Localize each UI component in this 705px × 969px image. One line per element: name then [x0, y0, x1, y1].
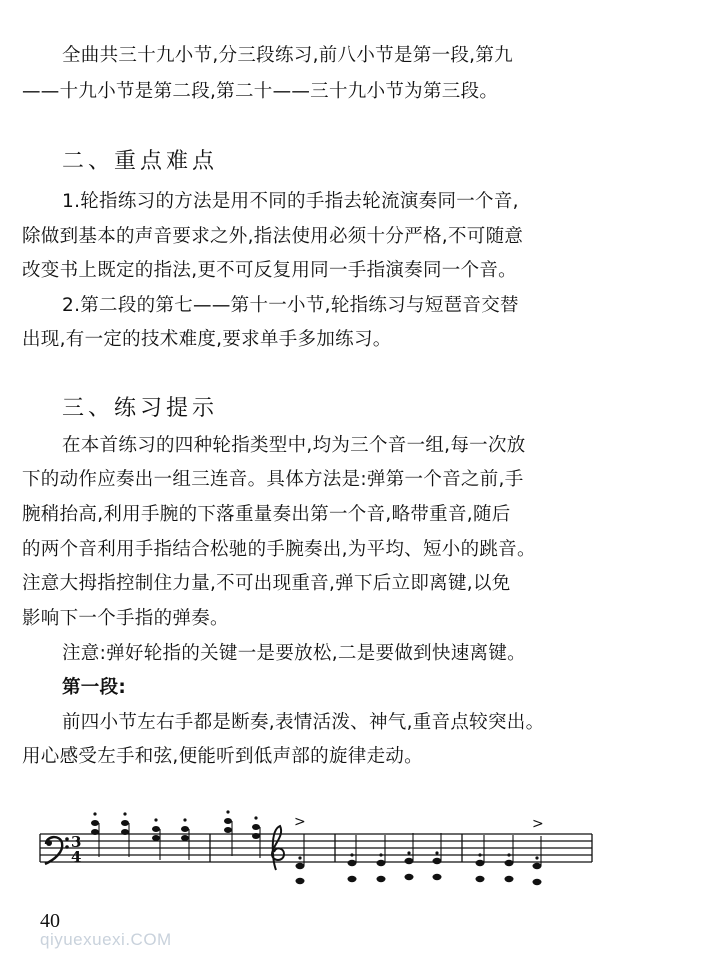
staff-lines [40, 834, 592, 862]
section-heading-3: 三、练习提示 [62, 396, 219, 421]
svg-text:3: 3 [71, 833, 82, 851]
svg-text:4: 4 [71, 848, 82, 866]
notes-measure-3 [348, 833, 442, 882]
section2-p2-line-2: 出现,有一定的技术难度,要求单手多加练习。 [22, 329, 392, 350]
time-signature [71, 833, 81, 866]
section3-p1-line-4: 的两个音利用手指结合松驰的手腕奏出,为平均、短小的跳音。 [22, 539, 536, 560]
section2-p1-line-2: 除做到基本的声音要求之外,指法使用必须十分严格,不可随意 [22, 226, 524, 247]
accent-mark-2: > [532, 816, 544, 832]
watermark: qiyuexuexi.COM [40, 930, 172, 949]
section-heading-2: 二、重点难点 [62, 149, 219, 174]
section2-p1-line-3: 改变书上既定的指法,更不可反复用同一手指演奏同一个音。 [22, 260, 517, 281]
section3-p1-line-1: 在本首练习的四种轮指类型中,均为三个音一组,每一次放 [62, 435, 526, 456]
intro-line-1: 全曲共三十九小节,分三段练习,前八小节是第一段,第九 [62, 45, 513, 66]
notes-measure-1 [91, 812, 189, 860]
section2-p1-line-1: 1.轮指练习的方法是用不同的手指去轮流演奏同一个音, [62, 191, 519, 212]
section2-p2-line-1: 2.第二段的第七——第十一小节,轮指练习与短琶音交替 [62, 295, 519, 316]
section3-p1-line-3: 腕稍抬高,利用手腕的下落重量奏出第一个音,略带重音,随后 [22, 504, 511, 525]
notes-measure-4 [476, 835, 542, 885]
section3-p1-line-6: 影响下一个手指的弹奏。 [22, 608, 229, 629]
section3-p2-line-1: 前四小节左右手都是断奏,表情活泼、神气,重音点较突出。 [62, 712, 545, 733]
section3-note: 注意:弹好轮指的关键一是要放松,二是要做到快速离键。 [62, 643, 526, 664]
intro-line-2: ——十九小节是第二段,第二十——三十九小节为第三段。 [22, 81, 499, 102]
section3-p1-line-2: 下的动作应奏出一组三连音。具体方法是:弹第一个音之前,手 [22, 469, 524, 490]
accent-mark: > [294, 814, 306, 830]
section3-p1-line-5: 注意大拇指控制住力量,不可出现重音,弹下后立即离键,以免 [22, 573, 511, 594]
page-number: 40 [40, 910, 60, 932]
section3-subheading: 第一段: [62, 677, 127, 698]
section3-p2-line-2: 用心感受左手和弦,便能听到低声部的旋律走动。 [22, 746, 423, 767]
